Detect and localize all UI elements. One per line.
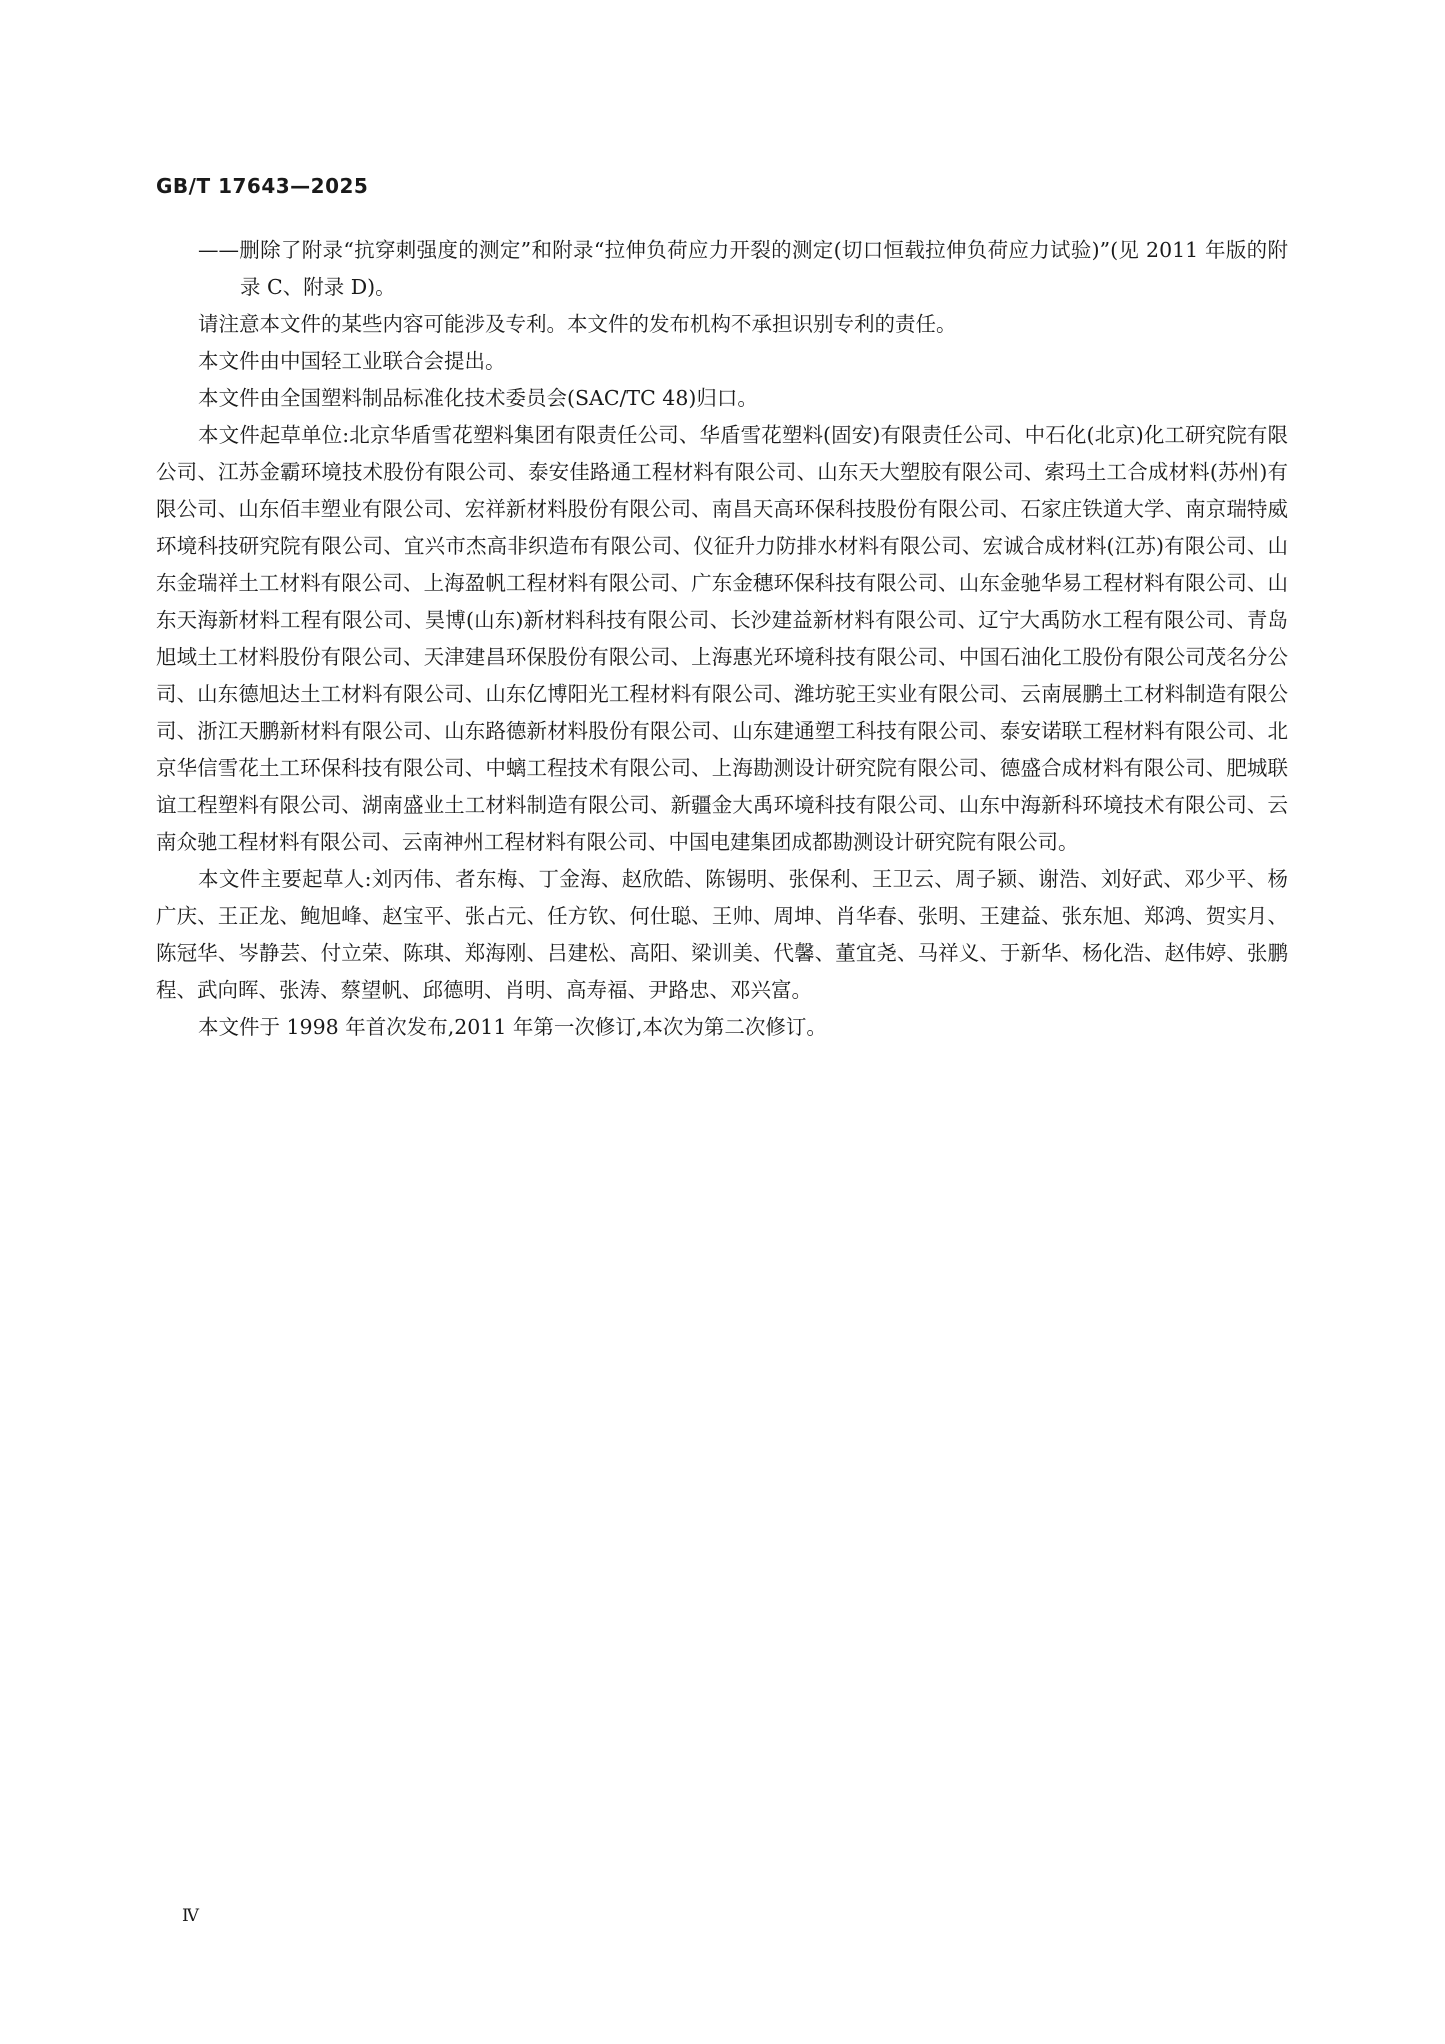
patent-notice: 请注意本文件的某些内容可能涉及专利。本文件的发布机构不承担识别专利的责任。 [198, 312, 957, 336]
drafting-units-paragraph: 本文件起草单位:北京华盾雪花塑料集团有限责任公司、华盾雪花塑料(固安)有限责任公司、中石化(北京)化工研究院有限公司、江苏金霸环境技术股份有限公司、泰安佳路通工程材料有限公司、山东天大塑胶有限公司、索玛土工合成材料(苏州)有限公司、山东佰丰塑业有限公司、宏祥新材料股份有限公司、南昌天高环保科技股份有限公司、石家庄铁道大学、南京瑞特威环境科技研究院有限公司、宜兴市杰高非织造布有限公司、仪征升力防排水材料有限公司、宏诚合成材料(江苏)有限公司、山东金瑞祥土工材料有限公司、上海盈帆工程材料有限公司、广东金穗环保科技有限公司、山东金驰华易工程材料有限公司、山东天海新材料工程有限公司、昊博(山东)新材料科技有限公司、长沙建益新材料有限公司、辽宁大禹防水工程有限公司、青岛旭域土工材料股份有限公司、天津建昌环保股份有限公司、上海惠光环境科技有限公司、中国石油化工股份有限公司茂名分公司、山东德旭达土工材料有限公司、山东亿博阳光工程材料有限公司、潍坊驼王实业有限公司、云南展鹏土工材料制造有限公司、浙江天鹏新材料有限公司、山东路德新材料股份有限公司、山东建通塑工科技有限公司、泰安诺联工程材料有限公司、北京华信雪花土工环保科技有限公司、中螭工程技术有限公司、上海勘测设计研究院有限公司、德盛合成材料有限公司、肥城联谊工程塑料有限公司、湖南盛业土工材料制造有限公司、新疆金大禹环境科技有限公司、山东中海新科环境技术有限公司、云南众驰工程材料有限公司、云南神州工程材料有限公司、中国电建集团成都勘测设计研究院有限公司。 [156, 423, 1288, 854]
standard-number: GB/T 17643—2025 [156, 174, 369, 198]
main-drafters-paragraph: 本文件主要起草人:刘丙伟、者东梅、丁金海、赵欣皓、陈锡明、张保利、王卫云、周子颍、谢浩、刘好武、邓少平、杨广庆、王正龙、鲍旭峰、赵宝平、张占元、任方钦、何仕聪、王帅、周坤、肖华春、张明、王建益、张东旭、郑鸿、贺实月、陈冠华、岑静芸、付立荣、陈琪、郑海刚、吕建松、高阳、梁训美、代馨、董宜尧、马祥义、于新华、杨化浩、赵伟婷、张鹏程、武向晖、张涛、蔡望帆、邱德明、肖明、高寿福、尹路忠、邓兴富。 [156, 867, 1288, 1002]
proposed-by-statement: 本文件由中国轻工业联合会提出。 [198, 349, 506, 373]
deleted-annex-item: ——删除了附录“抗穿刺强度的测定”和附录“拉伸负荷应力开裂的测定(切口恒载拉伸负荷应力试验)”(见 2011 年版的附录 C、附录 D)。 [198, 238, 1288, 299]
foreword-body [156, 232, 1288, 1046]
page-number: Ⅳ [182, 1906, 199, 1926]
publication-history: 本文件于 1998 年首次发布,2011 年第一次修订,本次为第二次修订。 [198, 1015, 827, 1039]
jurisdiction-statement: 本文件由全国塑料制品标准化技术委员会(SAC/TC 48)归口。 [198, 386, 758, 410]
